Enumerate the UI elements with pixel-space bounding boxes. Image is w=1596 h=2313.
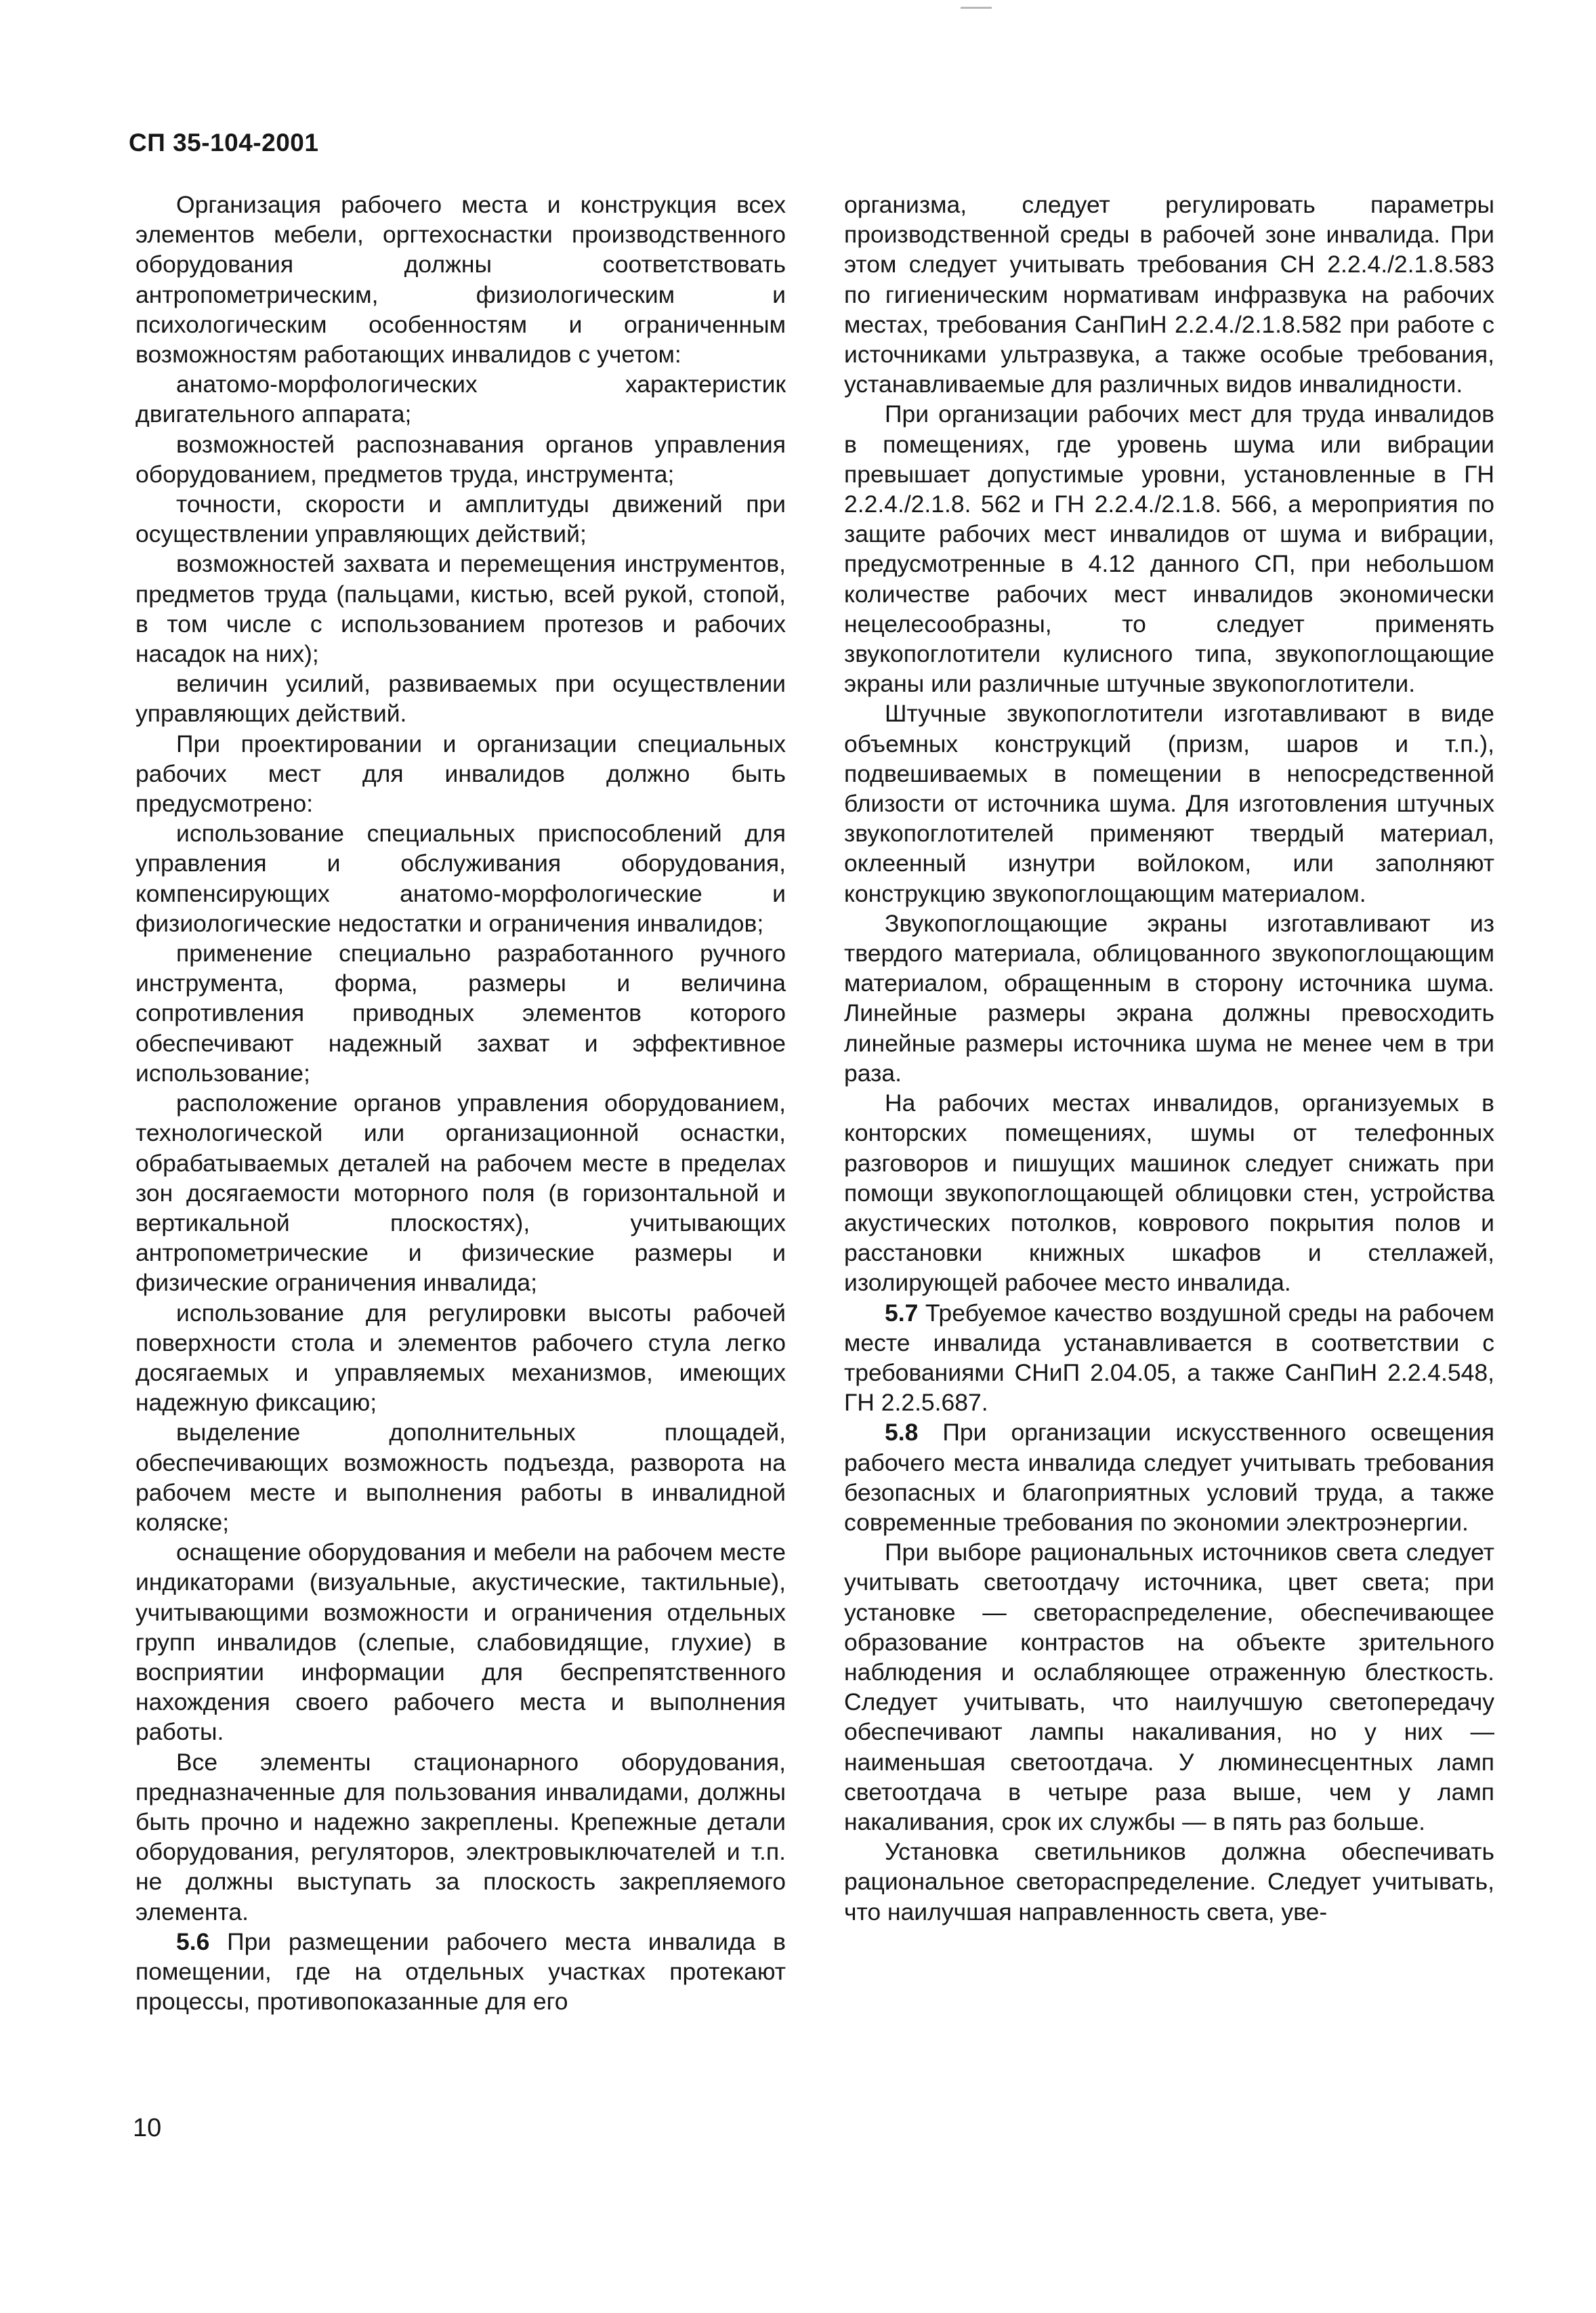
document-code-header: СП 35-104-2001 xyxy=(129,129,319,157)
left-paragraph: величин усилий, развиваемых при осуществлении управляющих действий. xyxy=(135,670,786,728)
left-paragraph: расположение органов управления оборудованием, технологической или организационной оснастки, обрабатываемых деталей на рабочем месте в пределах зон досягаемости моторного поля (в горизонтальной и вертикальной плоскостях), учитывающих антропометрические и физические размеры и физические ограничения инвалида; xyxy=(135,1089,786,1297)
clause-5-7 xyxy=(844,1298,1494,1418)
clause-number: 5.7 xyxy=(885,1299,919,1327)
scan-mark xyxy=(961,7,992,9)
clause-5-6 xyxy=(135,1927,786,2017)
left-paragraph: возможностей захвата и перемещения инструментов, предметов труда (пальцами, кистью, всей рукой, стопой, в том числе с использованием протезов и рабочих насадок на них); xyxy=(135,550,786,668)
left-paragraph: использование специальных приспособлений для управления и обслуживания оборудования, компенсирующих анатомо-морфологические и физиологические недостатки и ограничения инвалидов; xyxy=(135,820,786,937)
clause-5-8 xyxy=(844,1417,1494,1537)
clause-text: При размещении рабочего места инвалида в помещении, где на отдельных участках протекают процессы, противопоказанные для его xyxy=(135,1928,786,2016)
left-paragraph: Все элементы стационарного оборудования, предназначенные для пользования инвалидами, должны быть прочно и надежно закреплены. Крепежные детали оборудования, регуляторов, электровыключателей и т.п. не должны выступать за плоскость закрепляемого элемента. xyxy=(135,1748,786,1925)
right-paragraph: Штучные звукопоглотители изготавливают в виде объемных конструкций (призм, шаров и т.п.), подвешиваемых в помещении в непосредственной близости от источника шума. Для изготовления штучных звукопоглотителей применяют твердый материал, оклеенный изнутри войлоком, или заполняют конструкцию звукопоглощающим материалом. xyxy=(844,700,1494,907)
left-paragraph: возможностей распознавания органов управления оборудованием, предметов труда, инструмента; xyxy=(135,430,786,488)
right-paragraph: организма, следует регулировать параметры производственной среды в рабочей зоне инвалида. При этом следует учитывать требования СН 2.2.4./2.1.8.583 по гигиеническим нормативам инфразвука на рабочих местах, требования СанПиН 2.2.4./2.1.8.582 при работе с источниками ультразвука, а также особые требования, устанавливаемые для различных видов инвалидности. xyxy=(844,191,1494,398)
right-paragraph: Установка светильников должна обеспечивать рациональное светораспределение. Следует учитывать, что наилучшая направленность света, уве- xyxy=(844,1838,1494,1925)
left-paragraph: точности, скорости и амплитуды движений при осуществлении управляющих действий; xyxy=(135,491,786,548)
left-paragraph: При проектировании и организации специальных рабочих мест для инвалидов должно быть предусмотрено: xyxy=(135,730,786,818)
clause-number: 5.6 xyxy=(176,1928,210,1955)
left-paragraph: применение специально разработанного ручного инструмента, форма, размеры и величина сопротивления приводных элементов которого обеспечивают надежный захват и эффективное использование; xyxy=(135,940,786,1087)
left-paragraph: выделение дополнительных площадей, обеспечивающих возможность подъезда, разворота на рабочем месте и выполнения работы в инвалидной коляске; xyxy=(135,1419,786,1536)
left-paragraph: Организация рабочего места и конструкция всех элементов мебели, оргтехоснастки производственного оборудования должны соответствовать антропометрическим, физиологическим и психологическим особенностям и ограниченным возможностям работающих инвалидов с учетом: xyxy=(135,191,786,369)
left-paragraph: оснащение оборудования и мебели на рабочем месте индикаторами (визуальные, акустические, тактильные), учитывающими возможности и ограничения отдельных групп инвалидов (слепые, слабовидящие, глухие) в восприятии информации для беспрепятственного нахождения своего рабочего места и выполнения работы. xyxy=(135,1539,786,1746)
right-paragraph: Звукопоглощающие экраны изготавливают из твердого материала, облицованного звукопоглощающим материалом, обращенным в сторону источника шума. Линейные размеры экрана должны превосходить линейные размеры источника шума не менее чем в три раза. xyxy=(844,909,1494,1087)
right-paragraph: При организации рабочих мест для труда инвалидов в помещениях, где уровень шума или вибрации превышает допустимые уровни, установленные в ГН 2.2.4./2.1.8. 562 и ГН 2.2.4./2.1.8. 566, а мероприятия по защите рабочих мест инвалидов от шума и вибрации, предусмотренные в 4.12 данного СП, при небольшом количестве рабочих мест инвалидов экономически нецелесообразны, то следует применять звукопоглотители кулисного типа, звукопоглощающие экраны или различные штучные звукопоглотители. xyxy=(844,400,1494,698)
clause-text: Требуемое качество воздушной среды на рабочем месте инвалида устанавливается в соответствии с требованиями СНиП 2.04.05, а также СанПиН 2.2.4.548, ГН 2.2.5.687. xyxy=(844,1299,1494,1417)
clause-number: 5.8 xyxy=(885,1419,919,1446)
left-column xyxy=(135,190,786,2016)
right-column xyxy=(844,190,1494,1927)
left-paragraph: использование для регулировки высоты рабочей поверхности стола и элементов рабочего стула легко досягаемых и управляемых механизмов, имеющих надежную фиксацию; xyxy=(135,1299,786,1417)
page-number: 10 xyxy=(133,2114,162,2142)
clause-text: При организации искусственного освещения рабочего места инвалида следует учитывать требования безопасных и благоприятных условий труда, а также современные требования по экономии электроэнергии. xyxy=(844,1419,1494,1536)
right-paragraph: При выборе рациональных источников света следует учитывать светоотдачу источника, цвет света; при установке — светораспределение, обеспечивающее образование контрастов на объекте зрительного наблюдения и ослабляющее отраженную блесткость. Следует учитывать, что наилучшую светопередачу обеспечивают лампы накаливания, но у них — наименьшая светоотдача. У люминесцентных ламп светоотдача в четыре раза выше, чем у ламп накаливания, срок их службы — в пять раз больше. xyxy=(844,1539,1494,1835)
left-paragraph: анатомо-морфологических характеристик двигательного аппарата; xyxy=(135,371,786,428)
right-paragraph: На рабочих местах инвалидов, организуемых в конторских помещениях, шумы от телефонных разговоров и пишущих машинок следует снижать при помощи звукопоглощающей облицовки стен, устройства акустических потолков, коврового покрытия полов и расстановки книжных шкафов и стеллажей, изолирующей рабочее место инвалида. xyxy=(844,1089,1494,1297)
